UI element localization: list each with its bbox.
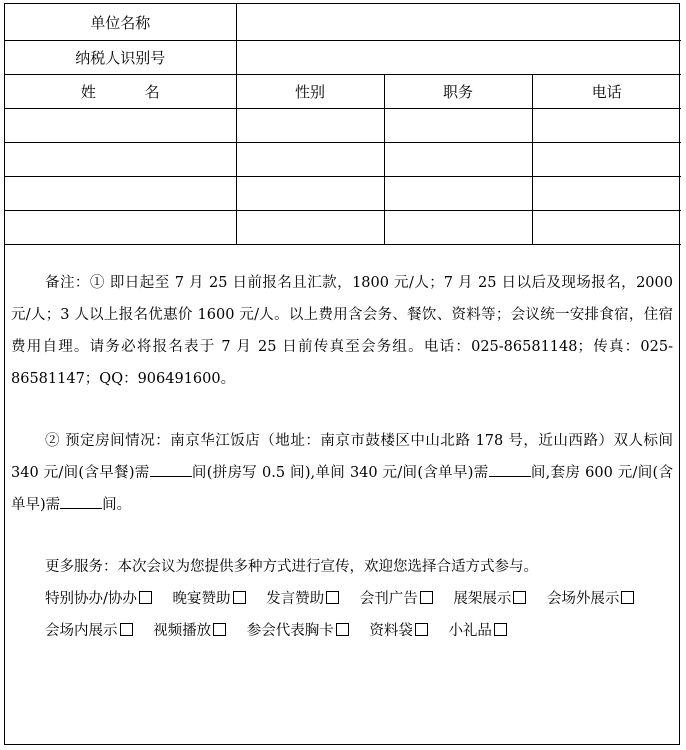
- single-room-quantity-blank[interactable]: [489, 460, 531, 477]
- unit-name-field[interactable]: [236, 4, 681, 41]
- column-header-gender: 性别: [236, 75, 384, 109]
- option-video-playback[interactable]: 视频播放: [153, 623, 226, 639]
- checkbox[interactable]: [420, 591, 433, 604]
- checkbox[interactable]: [513, 591, 526, 604]
- suite-quantity-blank[interactable]: [60, 492, 102, 509]
- phone-cell[interactable]: [532, 211, 681, 245]
- services-intro: 更多服务：本次会议为您提供多种方式进行宣传，欢迎您选择合适方式参与。: [45, 559, 538, 575]
- checkbox[interactable]: [621, 591, 634, 604]
- gender-cell[interactable]: [236, 143, 384, 177]
- room-booking-text-a: ② 预定房间情况：南京华江饭店（地址：南京市鼓楼区中山北路 178 号，近山西路）双人标间 340 元/间(含早餐)需: [11, 433, 673, 481]
- room-booking-note: [11, 425, 673, 521]
- room-booking-text-d: 间。: [102, 497, 132, 513]
- room-booking-text-c: 间,套房 600 元/间(含单早)需: [11, 465, 674, 513]
- option-gift[interactable]: 小礼品: [448, 623, 507, 639]
- room-booking-text-b: 间(拼房写 0.5 间),单间 340 元/间(含单早)需: [191, 465, 489, 481]
- option-inside-display[interactable]: 会场内展示: [45, 623, 133, 639]
- column-header-phone: 电话: [532, 75, 681, 109]
- position-cell[interactable]: [384, 143, 532, 177]
- option-document-bag[interactable]: 资料袋: [369, 623, 428, 639]
- taxpayer-id-label: 纳税人识别号: [5, 41, 236, 75]
- option-outside-display[interactable]: 会场外展示: [547, 591, 635, 607]
- name-cell[interactable]: [5, 143, 236, 177]
- table-row: [5, 177, 681, 211]
- table-row: [5, 143, 681, 177]
- option-journal-ad[interactable]: 会刊广告: [360, 591, 433, 607]
- option-sponsorship[interactable]: 特别协办/协办: [45, 591, 152, 607]
- option-dinner-sponsor[interactable]: 晚宴赞助: [173, 591, 246, 607]
- registration-table: [5, 4, 681, 245]
- checkbox[interactable]: [233, 591, 246, 604]
- checkbox[interactable]: [120, 623, 133, 636]
- checkbox[interactable]: [494, 623, 507, 636]
- option-speech-sponsor[interactable]: 发言赞助: [266, 591, 339, 607]
- position-cell[interactable]: [384, 211, 532, 245]
- phone-cell[interactable]: [532, 109, 681, 143]
- checkbox[interactable]: [336, 623, 349, 636]
- phone-cell[interactable]: [532, 177, 681, 211]
- unit-name-row: [5, 4, 681, 41]
- column-header-position: 职务: [384, 75, 532, 109]
- taxpayer-id-field[interactable]: [236, 41, 681, 75]
- checkbox[interactable]: [415, 623, 428, 636]
- checkbox[interactable]: [326, 591, 339, 604]
- gender-cell[interactable]: [236, 177, 384, 211]
- double-room-quantity-blank[interactable]: [150, 460, 192, 477]
- service-options-row-2: [11, 615, 673, 647]
- unit-name-label: 单位名称: [5, 4, 236, 41]
- column-header-name: 姓 名: [5, 75, 236, 109]
- position-cell[interactable]: [384, 177, 532, 211]
- registration-form: [4, 3, 680, 745]
- gender-cell[interactable]: [236, 109, 384, 143]
- name-cell[interactable]: [5, 211, 236, 245]
- checkbox[interactable]: [213, 623, 226, 636]
- taxpayer-id-row: [5, 41, 681, 75]
- name-cell[interactable]: [5, 109, 236, 143]
- option-rack-display[interactable]: 展架展示: [453, 591, 526, 607]
- service-options-row-1: [11, 583, 673, 615]
- phone-cell[interactable]: [532, 143, 681, 177]
- name-cell[interactable]: [5, 177, 236, 211]
- notes-section: [5, 245, 679, 647]
- option-badge[interactable]: 参会代表胸卡: [247, 623, 349, 639]
- position-cell[interactable]: [384, 109, 532, 143]
- registration-fee-note: 备注：① 即日起至 7 月 25 日前报名且汇款，1800 元/人；7 月 25 日以后及现场报名，2000 元/人；3 人以上报名优惠价 1600 元/人。以上费用含会务、餐饮、资料等；会议统一安排食宿，住宿费用自理。请务必将报名表于 7 月 25 日前传真至会务组。电话：025-86581148；传真：025-86581147；QQ：906491600。: [11, 275, 673, 387]
- table-row: [5, 109, 681, 143]
- header-row: [5, 75, 681, 109]
- checkbox[interactable]: [139, 591, 152, 604]
- table-row: [5, 211, 681, 245]
- gender-cell[interactable]: [236, 211, 384, 245]
